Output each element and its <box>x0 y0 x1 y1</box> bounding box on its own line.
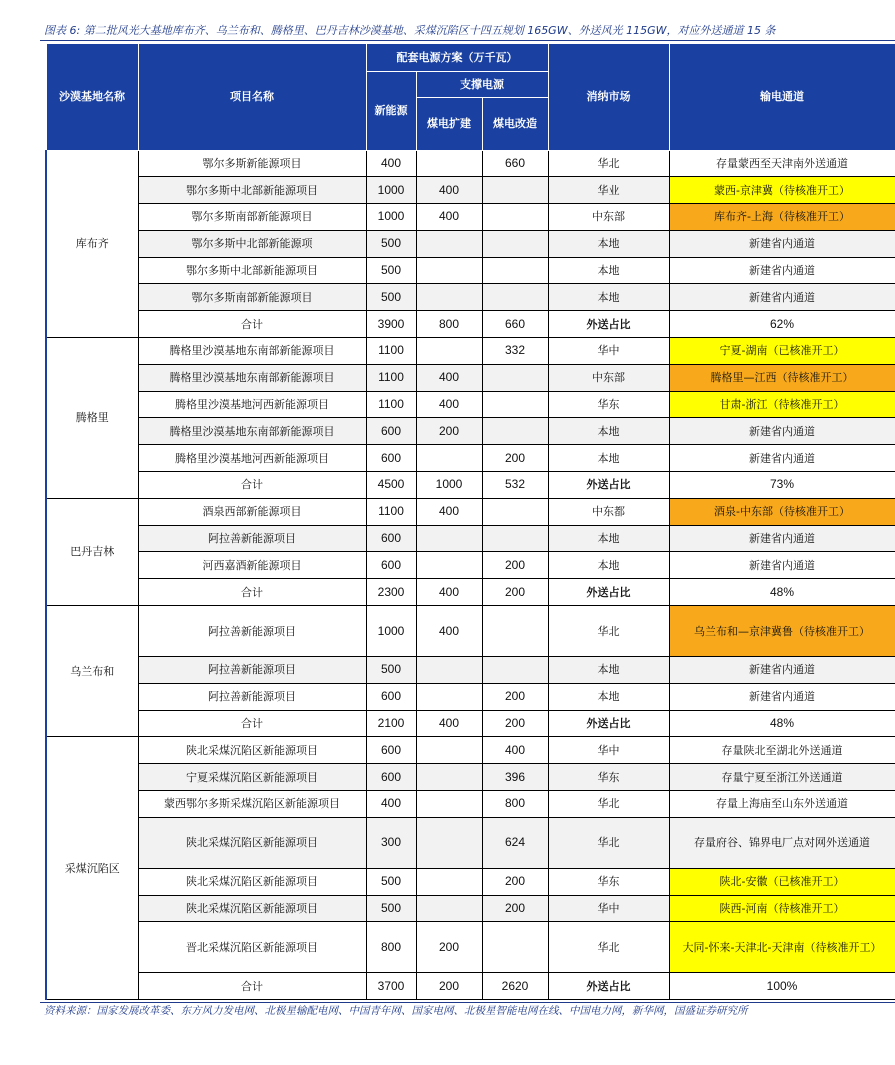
market-name: 华东 <box>548 868 669 895</box>
total-label: 合计 <box>138 311 366 338</box>
new-energy-value: 600 <box>366 737 416 764</box>
base-name: 腾格里 <box>46 338 138 499</box>
coal-expand-value: 400 <box>416 606 482 657</box>
title-rule <box>40 40 895 41</box>
channel-name: 库布齐-上海（待核准开工） <box>669 204 895 231</box>
market-name: 华北 <box>548 817 669 868</box>
new-energy-value: 500 <box>366 657 416 684</box>
table-row <box>46 284 895 311</box>
coal-expand-value <box>416 895 482 922</box>
channel-name: 存量陕北至湖北外送通道 <box>669 737 895 764</box>
header-coal-retrofit: 煤电改造 <box>482 97 548 150</box>
coal-expand-value <box>416 284 482 311</box>
total-row <box>46 311 895 338</box>
coal-expand-value: 400 <box>416 391 482 418</box>
coal-retrofit-value <box>482 922 548 973</box>
export-ratio-label: 外送占比 <box>548 973 669 1000</box>
table-row <box>46 150 895 177</box>
coal-retrofit-value <box>482 364 548 391</box>
project-name: 腾格里沙漠基地河西新能源项目 <box>138 391 366 418</box>
export-ratio-label: 外送占比 <box>548 311 669 338</box>
channel-name: 新建省内通道 <box>669 257 895 284</box>
market-name: 本地 <box>548 230 669 257</box>
source-note: 资料来源：国家发展改革委、东方风力发电网、北极星输配电网、中国青年网、国家电网、北极星智能电网在线、中国电力网，新华网，国盛证券研究所 <box>44 1005 748 1017</box>
table-row <box>46 657 895 684</box>
new-energy-value: 600 <box>366 418 416 445</box>
total-label: 合计 <box>138 710 366 737</box>
channel-name: 大同-怀来-天津北-天津南（待核准开工） <box>669 922 895 973</box>
new-energy-value: 500 <box>366 895 416 922</box>
project-name: 河西嘉酒新能源项目 <box>138 552 366 579</box>
market-name: 本地 <box>548 552 669 579</box>
coal-retrofit-value: 332 <box>482 338 548 365</box>
market-name: 华东 <box>548 391 669 418</box>
header-plan: 配套电源方案（万千瓦） <box>366 44 548 71</box>
new-energy-value: 1000 <box>366 204 416 231</box>
channel-name: 腾格里—江西（待核准开工） <box>669 364 895 391</box>
coal-retrofit-value: 400 <box>482 737 548 764</box>
new-energy-value: 600 <box>366 552 416 579</box>
channel-name: 蒙西-京津冀（待核准开工） <box>669 177 895 204</box>
source-rule <box>40 1002 895 1003</box>
coal-retrofit-value <box>482 230 548 257</box>
market-name: 中东部 <box>548 204 669 231</box>
base-name: 乌兰布和 <box>46 606 138 737</box>
market-name: 华东 <box>548 764 669 791</box>
coal-retrofit-value <box>482 657 548 684</box>
header-coal-expand: 煤电扩建 <box>416 97 482 150</box>
header-new-energy: 新能源 <box>366 71 416 150</box>
table-row <box>46 817 895 868</box>
new-energy-value: 1100 <box>366 391 416 418</box>
coal-retrofit-value <box>482 204 548 231</box>
coal-expand-value <box>416 445 482 472</box>
project-name: 鄂尔多斯中北部新能源项目 <box>138 257 366 284</box>
table-row <box>46 525 895 552</box>
project-name: 晋北采煤沉陷区新能源项目 <box>138 922 366 973</box>
coal-expand-value <box>416 525 482 552</box>
new-energy-value: 500 <box>366 230 416 257</box>
total-row <box>46 710 895 737</box>
channel-name: 陕北-安徽（已核准开工） <box>669 868 895 895</box>
project-name: 鄂尔多斯中北部新能源项目 <box>138 177 366 204</box>
total-coal-expand: 200 <box>416 973 482 1000</box>
table-row <box>46 445 895 472</box>
total-coal-retrofit: 2620 <box>482 973 548 1000</box>
table-row <box>46 683 895 710</box>
coal-expand-value <box>416 764 482 791</box>
market-name: 华北 <box>548 922 669 973</box>
header-market: 消纳市场 <box>548 44 669 150</box>
coal-expand-value <box>416 338 482 365</box>
total-coal-expand: 400 <box>416 579 482 606</box>
table-row <box>46 895 895 922</box>
total-label: 合计 <box>138 472 366 499</box>
project-name: 阿拉善新能源项目 <box>138 525 366 552</box>
market-name: 本地 <box>548 525 669 552</box>
market-name: 中东部 <box>548 364 669 391</box>
coal-retrofit-value <box>482 498 548 525</box>
coal-retrofit-value: 660 <box>482 150 548 177</box>
project-name: 鄂尔多斯新能源项目 <box>138 150 366 177</box>
channel-name: 存量宁夏至浙江外送通道 <box>669 764 895 791</box>
channel-name: 乌兰布和—京津冀鲁（待核准开工） <box>669 606 895 657</box>
project-name: 酒泉西部新能源项目 <box>138 498 366 525</box>
market-name: 本地 <box>548 257 669 284</box>
export-ratio-label: 外送占比 <box>548 472 669 499</box>
table-row <box>46 364 895 391</box>
total-new-energy: 3900 <box>366 311 416 338</box>
coal-expand-value <box>416 868 482 895</box>
market-name: 本地 <box>548 418 669 445</box>
new-energy-value: 500 <box>366 868 416 895</box>
new-energy-value: 600 <box>366 525 416 552</box>
channel-name: 新建省内通道 <box>669 284 895 311</box>
channel-name: 宁夏-湖南（已核准开工） <box>669 338 895 365</box>
table-row <box>46 418 895 445</box>
coal-retrofit-value: 396 <box>482 764 548 791</box>
project-name: 腾格里沙漠基地东南部新能源项目 <box>138 418 366 445</box>
coal-expand-value <box>416 817 482 868</box>
header-channel: 输电通道 <box>669 44 895 150</box>
total-coal-expand: 800 <box>416 311 482 338</box>
channel-name: 存量蒙西至天津南外送通道 <box>669 150 895 177</box>
project-name: 鄂尔多斯南部新能源项目 <box>138 204 366 231</box>
coal-retrofit-value <box>482 177 548 204</box>
export-ratio-value: 73% <box>669 472 895 499</box>
coal-retrofit-value <box>482 391 548 418</box>
coal-expand-value: 200 <box>416 922 482 973</box>
total-label: 合计 <box>138 973 366 1000</box>
new-energy-value: 1000 <box>366 177 416 204</box>
coal-retrofit-value <box>482 606 548 657</box>
channel-name: 新建省内通道 <box>669 525 895 552</box>
new-energy-value: 600 <box>366 445 416 472</box>
base-name: 巴丹吉林 <box>46 498 138 605</box>
export-ratio-label: 外送占比 <box>548 579 669 606</box>
total-new-energy: 2100 <box>366 710 416 737</box>
project-name: 腾格里沙漠基地河西新能源项目 <box>138 445 366 472</box>
project-name: 鄂尔多斯中北部新能源项 <box>138 230 366 257</box>
table-row <box>46 204 895 231</box>
table-row <box>46 791 895 818</box>
channel-name: 新建省内通道 <box>669 230 895 257</box>
table-row <box>46 737 895 764</box>
project-name: 鄂尔多斯南部新能源项目 <box>138 284 366 311</box>
new-energy-value: 1100 <box>366 498 416 525</box>
coal-expand-value: 200 <box>416 418 482 445</box>
project-name: 陕北采煤沉陷区新能源项目 <box>138 868 366 895</box>
market-name: 本地 <box>548 683 669 710</box>
total-row <box>46 472 895 499</box>
coal-retrofit-value: 800 <box>482 791 548 818</box>
channel-name: 新建省内通道 <box>669 552 895 579</box>
market-name: 华业 <box>548 177 669 204</box>
project-name: 陕北采煤沉陷区新能源项目 <box>138 737 366 764</box>
total-new-energy: 3700 <box>366 973 416 1000</box>
project-name: 阿拉善新能源项目 <box>138 683 366 710</box>
export-ratio-label: 外送占比 <box>548 710 669 737</box>
channel-name: 酒泉-中东部（待核准开工） <box>669 498 895 525</box>
coal-retrofit-value: 200 <box>482 552 548 579</box>
header-project: 项目名称 <box>138 44 366 150</box>
project-name: 阿拉善新能源项目 <box>138 657 366 684</box>
total-row <box>46 973 895 1000</box>
export-ratio-value: 100% <box>669 973 895 1000</box>
new-energy-value: 500 <box>366 284 416 311</box>
project-name: 蒙西鄂尔多斯采煤沉陷区新能源项目 <box>138 791 366 818</box>
coal-expand-value <box>416 791 482 818</box>
coal-retrofit-value: 200 <box>482 895 548 922</box>
base-name: 采煤沉陷区 <box>46 737 138 1000</box>
channel-name: 存量上海庙至山东外送通道 <box>669 791 895 818</box>
market-name: 中东都 <box>548 498 669 525</box>
channel-name: 存量府谷、锦界电厂点对网外送通道 <box>669 817 895 868</box>
project-name: 陕北采煤沉陷区新能源项目 <box>138 817 366 868</box>
export-ratio-value: 62% <box>669 311 895 338</box>
market-name: 本地 <box>548 657 669 684</box>
data-table <box>45 44 895 1000</box>
table-row <box>46 764 895 791</box>
new-energy-value: 1000 <box>366 606 416 657</box>
channel-name: 陕西-河南（待核准开工） <box>669 895 895 922</box>
coal-retrofit-value: 624 <box>482 817 548 868</box>
project-name: 宁夏采煤沉陷区新能源项目 <box>138 764 366 791</box>
table-row <box>46 230 895 257</box>
new-energy-value: 600 <box>366 764 416 791</box>
base-name: 库布齐 <box>46 150 138 338</box>
new-energy-value: 800 <box>366 922 416 973</box>
channel-name: 新建省内通道 <box>669 418 895 445</box>
market-name: 华北 <box>548 606 669 657</box>
coal-expand-value <box>416 657 482 684</box>
coal-retrofit-value <box>482 284 548 311</box>
header-support: 支撑电源 <box>416 71 548 97</box>
coal-expand-value <box>416 737 482 764</box>
table-row <box>46 257 895 284</box>
coal-expand-value: 400 <box>416 364 482 391</box>
coal-retrofit-value <box>482 257 548 284</box>
total-coal-retrofit: 660 <box>482 311 548 338</box>
new-energy-value: 1100 <box>366 338 416 365</box>
export-ratio-value: 48% <box>669 579 895 606</box>
market-name: 本地 <box>548 284 669 311</box>
new-energy-value: 600 <box>366 683 416 710</box>
total-coal-retrofit: 200 <box>482 579 548 606</box>
total-coal-expand: 1000 <box>416 472 482 499</box>
coal-expand-value <box>416 552 482 579</box>
table-row <box>46 552 895 579</box>
total-new-energy: 2300 <box>366 579 416 606</box>
coal-expand-value <box>416 683 482 710</box>
channel-name: 新建省内通道 <box>669 657 895 684</box>
coal-retrofit-value: 200 <box>482 445 548 472</box>
new-energy-value: 500 <box>366 257 416 284</box>
new-energy-value: 1100 <box>366 364 416 391</box>
market-name: 华北 <box>548 791 669 818</box>
project-name: 腾格里沙漠基地东南部新能源项目 <box>138 338 366 365</box>
project-name: 腾格里沙漠基地东南部新能源项目 <box>138 364 366 391</box>
table-row <box>46 498 895 525</box>
table-row <box>46 606 895 657</box>
project-name: 阿拉善新能源项目 <box>138 606 366 657</box>
coal-retrofit-value <box>482 525 548 552</box>
export-ratio-value: 48% <box>669 710 895 737</box>
project-name: 陕北采煤沉陷区新能源项目 <box>138 895 366 922</box>
total-coal-retrofit: 532 <box>482 472 548 499</box>
coal-expand-value <box>416 230 482 257</box>
new-energy-value: 300 <box>366 817 416 868</box>
total-row <box>46 579 895 606</box>
table-row <box>46 922 895 973</box>
channel-name: 新建省内通道 <box>669 445 895 472</box>
new-energy-value: 400 <box>366 150 416 177</box>
channel-name: 甘肃-浙江（待核准开工） <box>669 391 895 418</box>
market-name: 本地 <box>548 445 669 472</box>
coal-expand-value <box>416 257 482 284</box>
coal-expand-value: 400 <box>416 204 482 231</box>
coal-expand-value <box>416 150 482 177</box>
figure-title: 图表 6: 第二批风光大基地库布齐、乌兰布和、腾格里、巴丹吉林沙漠基地、采煤沉陷区十四五规划 165GW、外送风光 115GW，对应外送通道 15 条 <box>44 24 776 37</box>
coal-expand-value: 400 <box>416 498 482 525</box>
market-name: 华中 <box>548 338 669 365</box>
total-new-energy: 4500 <box>366 472 416 499</box>
market-name: 华中 <box>548 737 669 764</box>
total-label: 合计 <box>138 579 366 606</box>
header-base: 沙漠基地名称 <box>46 44 138 150</box>
coal-expand-value: 400 <box>416 177 482 204</box>
table-row <box>46 338 895 365</box>
total-coal-retrofit: 200 <box>482 710 548 737</box>
total-coal-expand: 400 <box>416 710 482 737</box>
market-name: 华北 <box>548 150 669 177</box>
market-name: 华中 <box>548 895 669 922</box>
channel-name: 新建省内通道 <box>669 683 895 710</box>
coal-retrofit-value: 200 <box>482 868 548 895</box>
table-row <box>46 391 895 418</box>
table-row <box>46 868 895 895</box>
table-row <box>46 177 895 204</box>
coal-retrofit-value <box>482 418 548 445</box>
new-energy-value: 400 <box>366 791 416 818</box>
coal-retrofit-value: 200 <box>482 683 548 710</box>
